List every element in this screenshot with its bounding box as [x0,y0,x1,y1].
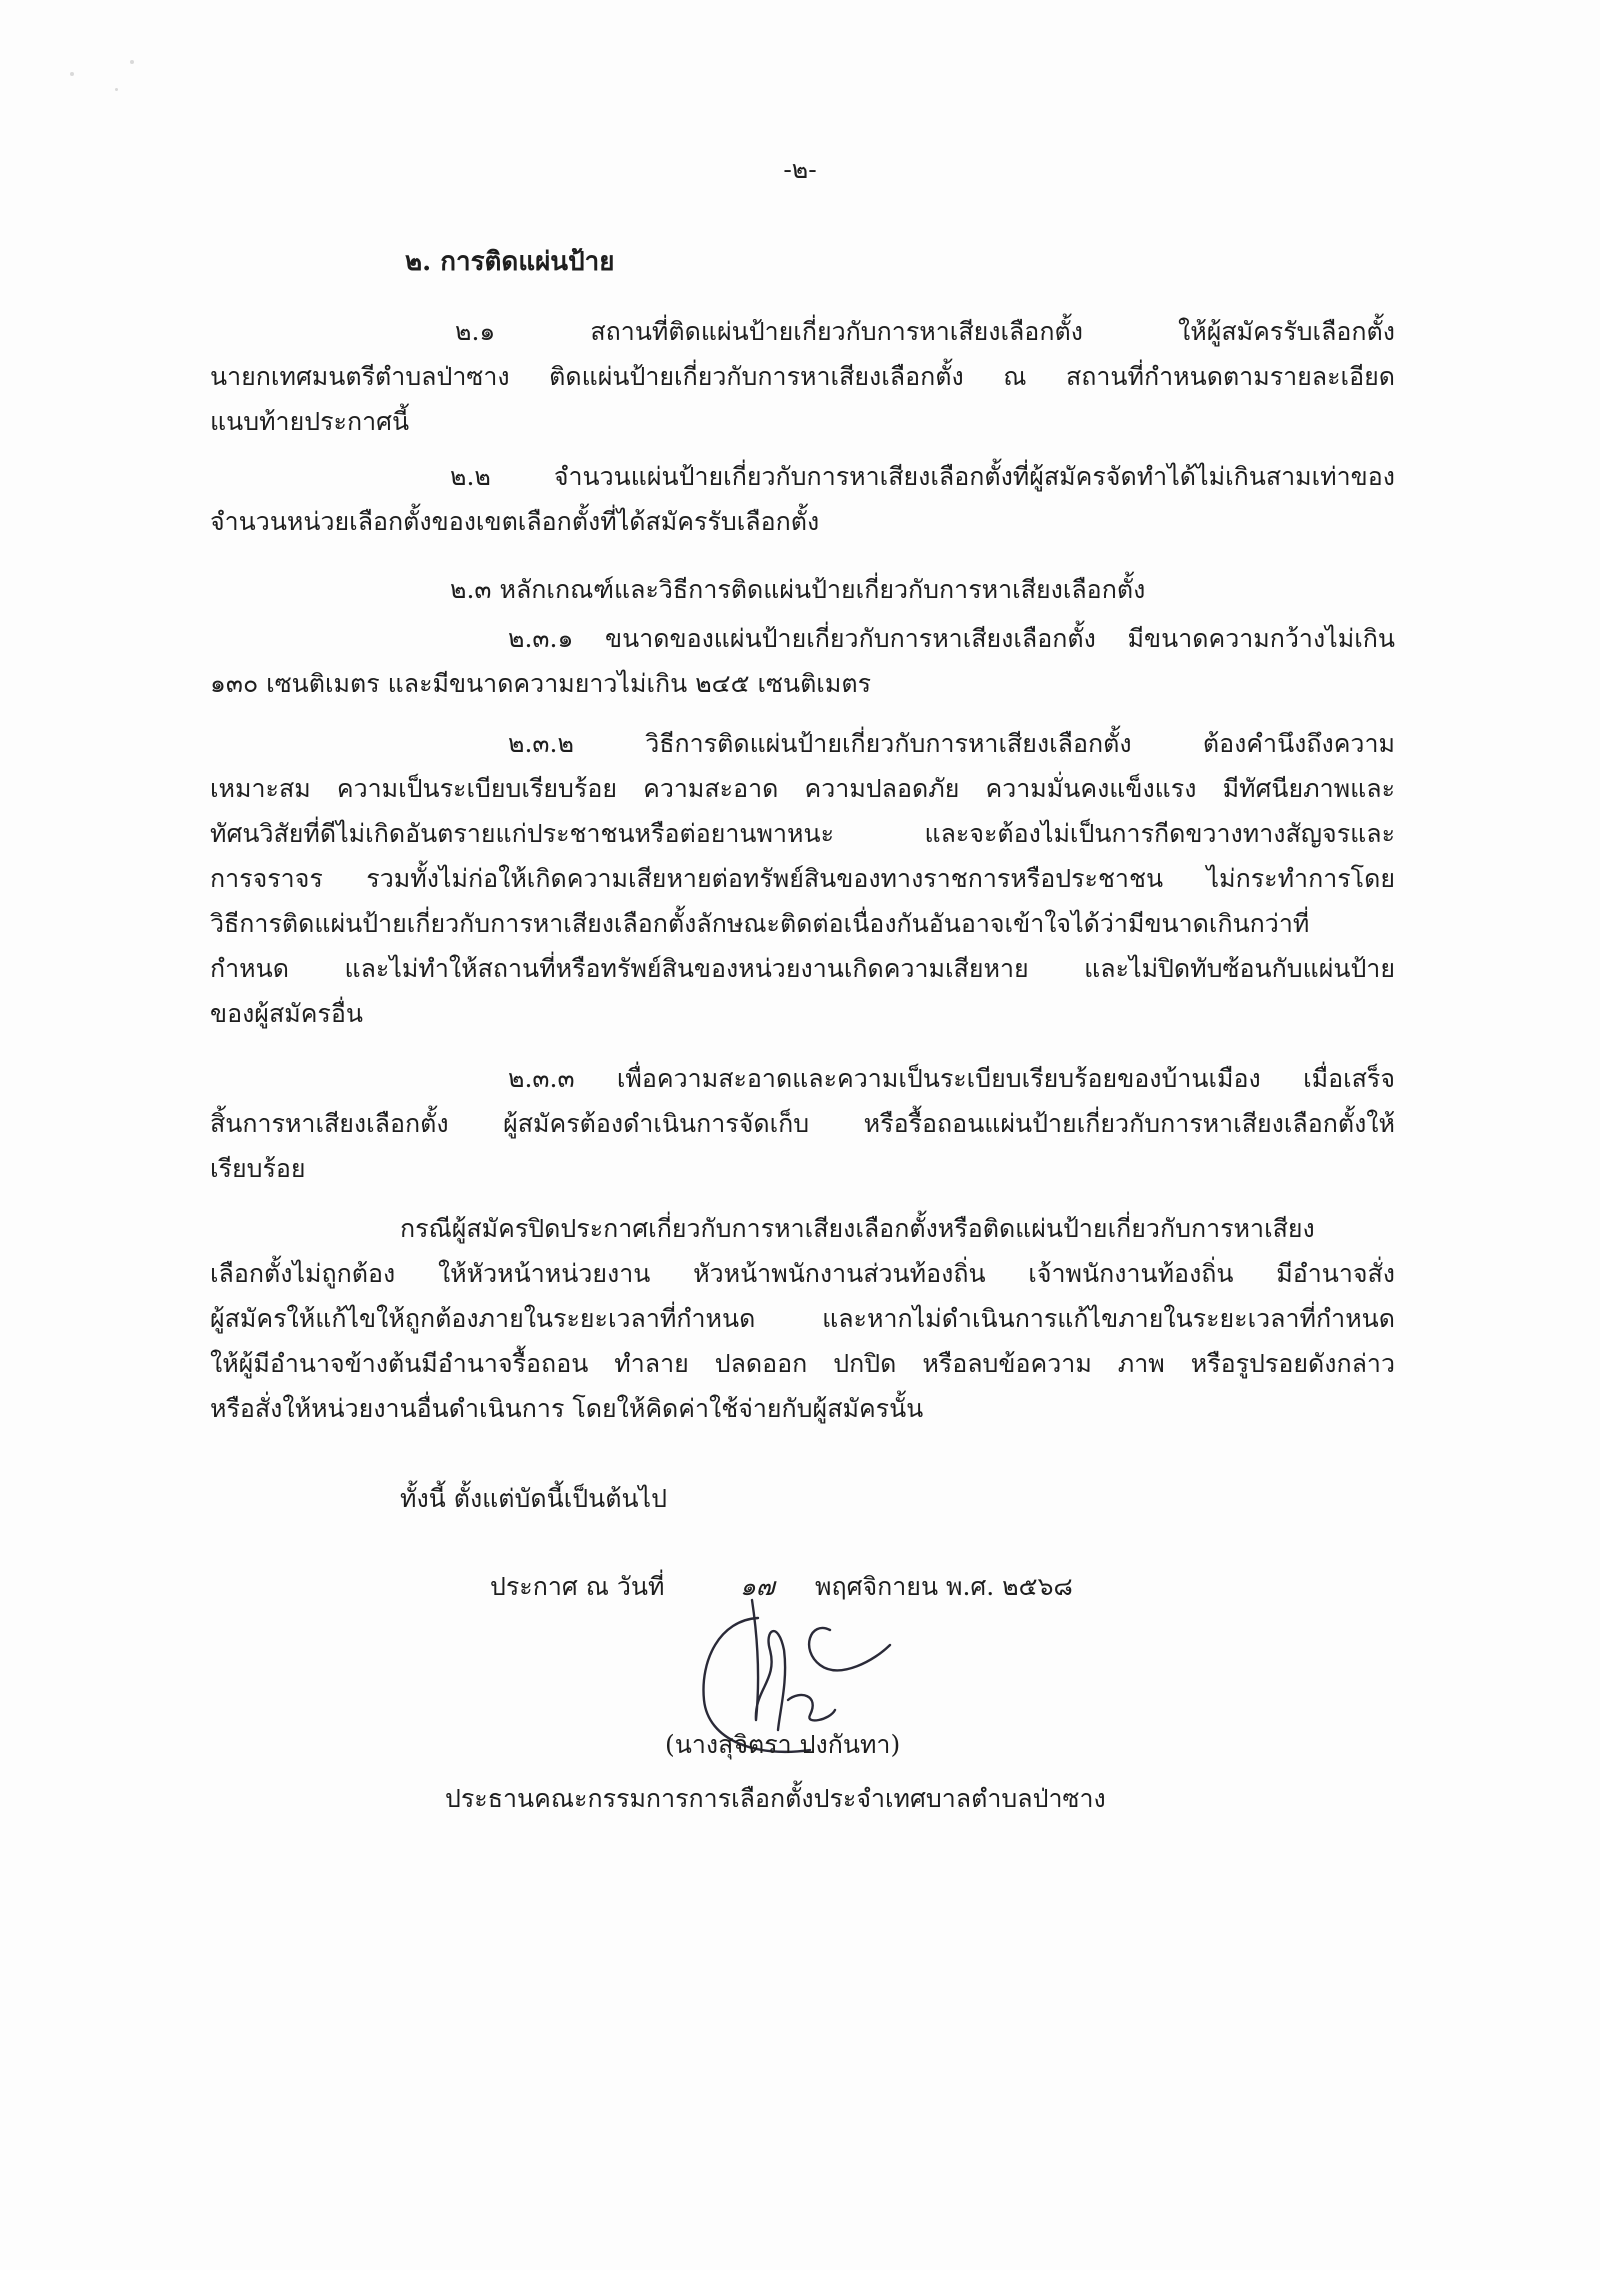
signatory-name: (นางสุจิตรา ปงกันทา) [665,1730,901,1759]
announcement-day: ๑๗ [740,1572,775,1601]
scan-speck [130,60,134,64]
clause-2-3-3-line: สิ้นการหาเสียงเลือกตั้ง ผู้สมัครต้องดำเนินการจัดเก็บ หรือรื้อถอนแผ่นป้ายเกี่ยวกับการหาเสียงเลือกตั้งให้ [210,1109,1395,1138]
violation-paragraph-line: กรณีผู้สมัครปิดประกาศเกี่ยวกับการหาเสียงเลือกตั้งหรือติดแผ่นป้ายเกี่ยวกับการหาเสียง [400,1214,1315,1243]
violation-paragraph-line: เลือกตั้งไม่ถูกต้อง ให้หัวหน้าหน่วยงาน หัวหน้าพนักงานส่วนท้องถิ่น เจ้าพนักงานท้องถิ่น มีอำนาจสั่ง [210,1259,1395,1288]
announcement-month-year: พฤศจิกายน พ.ศ. ๒๕๖๘ [815,1572,1073,1601]
scan-speck [70,72,74,76]
page-number: -๒- [783,155,817,184]
violation-paragraph-line: ผู้สมัครให้แก้ไขให้ถูกต้องภายในระยะเวลาที่กำหนด และหากไม่ดำเนินการแก้ไขภายในระยะเวลาที่กำหนด [210,1304,1395,1333]
clause-2-3-3-line: ๒.๓.๓ เพื่อความสะอาดและความเป็นระเบียบเรียบร้อยของบ้านเมือง เมื่อเสร็จ [508,1064,1395,1093]
clause-2-3-2-line: กำหนด และไม่ทำให้สถานที่หรือทรัพย์สินของหน่วยงานเกิดความเสียหาย และไม่ปิดทับซ้อนกับแผ่นป้าย [210,954,1395,983]
announcement-prefix: ประกาศ ณ วันที่ [490,1572,665,1601]
clause-2-1-line: ๒.๑ สถานที่ติดแผ่นป้ายเกี่ยวกับการหาเสียงเลือกตั้ง ให้ผู้สมัครรับเลือกตั้ง [455,317,1395,346]
scan-speck [115,88,118,91]
clause-2-3-1-line: ๒.๓.๑ ขนาดของแผ่นป้ายเกี่ยวกับการหาเสียงเลือกตั้ง มีขนาดความกว้างไม่เกิน [508,624,1395,653]
clause-2-3-2-line: การจราจร รวมทั้งไม่ก่อให้เกิดความเสียหายต่อทรัพย์สินของทางราชการหรือประชาชน ไม่กระทำการโดย [210,864,1395,893]
section-heading: ๒. การติดแผ่นป้าย [405,247,615,277]
clause-2-2-line: จำนวนหน่วยเลือกตั้งของเขตเลือกตั้งที่ได้สมัครรับเลือกตั้ง [210,507,820,536]
clause-2-1-line: นายกเทศมนตรีตำบลป่าซาง ติดแผ่นป้ายเกี่ยวกับการหาเสียงเลือกตั้ง ณ สถานที่กำหนดตามรายละเอียด [210,362,1395,391]
clause-2-3-2-line: ของผู้สมัครอื่น [210,999,363,1028]
effective-date-line: ทั้งนี้ ตั้งแต่บัดนี้เป็นต้นไป [400,1484,667,1513]
violation-paragraph-line: หรือสั่งให้หน่วยงานอื่นดำเนินการ โดยให้คิดค่าใช้จ่ายกับผู้สมัครนั้น [210,1394,924,1423]
clause-2-3-2-line: วิธีการติดแผ่นป้ายเกี่ยวกับการหาเสียงเลือกตั้งลักษณะติดต่อเนื่องกันอันอาจเข้าใจได้ว่ามีขนาดเกินกว่าที่ [210,909,1310,938]
clause-2-2-line: ๒.๒ จำนวนแผ่นป้ายเกี่ยวกับการหาเสียงเลือกตั้งที่ผู้สมัครจัดทำได้ไม่เกินสามเท่าของ [450,462,1395,491]
clause-2-1-line: แนบท้ายประกาศนี้ [210,407,410,436]
violation-paragraph-line: ให้ผู้มีอำนาจข้างต้นมีอำนาจรื้อถอน ทำลาย ปลดออก ปกปิด หรือลบข้อความ ภาพ หรือรูปรอยดังกล่าว [210,1349,1395,1378]
clause-2-3-2-line: ๒.๓.๒ วิธีการติดแผ่นป้ายเกี่ยวกับการหาเสียงเลือกตั้ง ต้องคำนึงถึงความ [508,729,1395,758]
clause-2-3-3-line: เรียบร้อย [210,1154,306,1183]
signatory-position: ประธานคณะกรรมการการเลือกตั้งประจำเทศบาลตำบลป่าซาง [445,1784,1106,1813]
clause-2-3-line: ๒.๓ หลักเกณฑ์และวิธีการติดแผ่นป้ายเกี่ยวกับการหาเสียงเลือกตั้ง [450,575,1146,604]
clause-2-3-1-line: ๑๓๐ เซนติเมตร และมีขนาดความยาวไม่เกิน ๒๔๕ เซนติเมตร [210,669,871,698]
clause-2-3-2-line: เหมาะสม ความเป็นระเบียบเรียบร้อย ความสะอาด ความปลอดภัย ความมั่นคงแข็งแรง มีทัศนียภาพและ [210,774,1395,803]
clause-2-3-2-line: ทัศนวิสัยที่ดีไม่เกิดอันตรายแก่ประชาชนหรือต่อยานพาหนะ และจะต้องไม่เป็นการกีดขวางทางสัญจรและ [210,819,1395,848]
